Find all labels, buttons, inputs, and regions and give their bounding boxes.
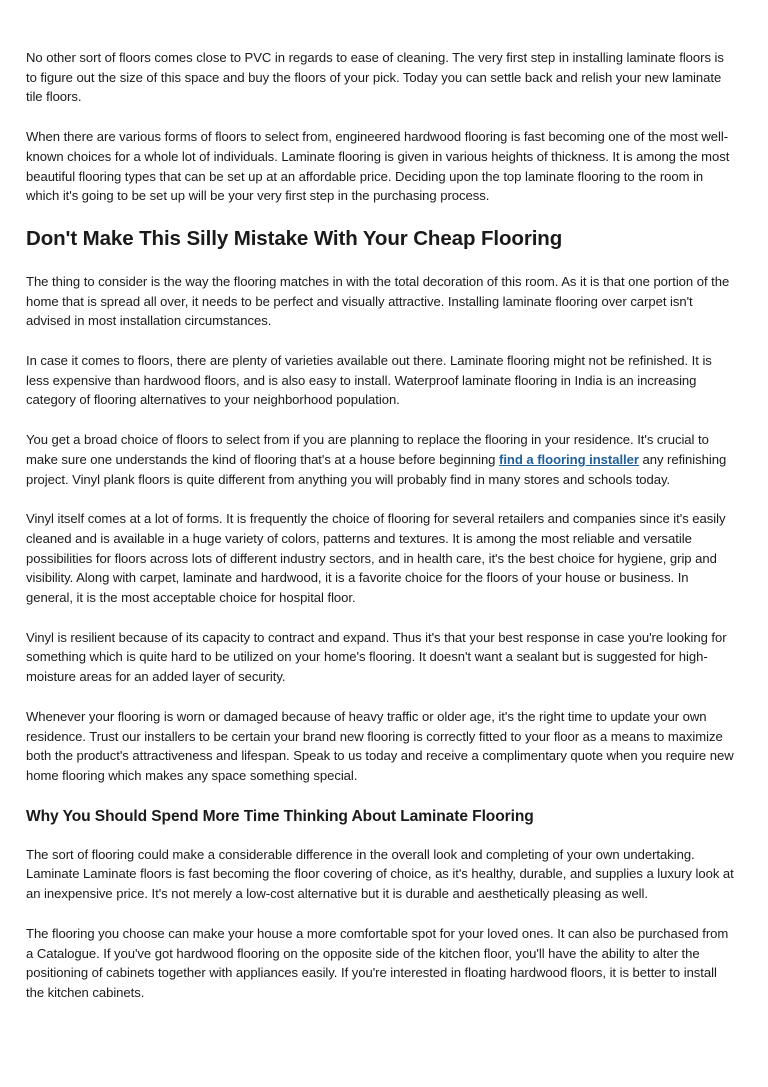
heading-silly-mistake: Don't Make This Silly Mistake With Your Cheap Flooring	[26, 226, 563, 250]
paragraph-floor-varieties: In case it comes to floors, there are plenty of varieties available out there. Laminate flooring might not be refinished. It is less expensive than hardwood floors, and is also easy to install. Waterproof laminate flooring in India is an increasing category of flooring alternatives to your neighborhood population.	[26, 353, 712, 408]
paragraph-text-before-link: You get a broad choice of floors to select from if you are planning to replace the flooring in your residence. It's crucial to make sure one understands the kind of flooring that's at a house before beginning	[26, 432, 709, 467]
heading-laminate-thinking: Why You Should Spend More Time Thinking About Laminate Flooring	[26, 807, 534, 825]
paragraph-worn-flooring: Whenever your flooring is worn or damaged because of heavy traffic or older age, it's the right time to update your own residence. Trust our installers to be certain your brand new flooring is correctly fitted to your floor as a means to maximize both the product's attractiveness and lifespan. Speak to us today and receive a complimentary quote when you require new home flooring which makes any space something special.	[26, 708, 734, 783]
find-flooring-installer-link[interactable]: find a flooring installer	[499, 451, 639, 467]
paragraph-vinyl-forms: Vinyl itself comes at a lot of forms. It is frequently the choice of flooring for several retailers and companies since it's easily cleaned and is available in a huge variety of colors, patterns and textures. It is among the most reliable and versatile possibilities for floors across lots of different industry sectors, and in health care, it's the best choice for hygiene, grip and visibility. Along with carpet, laminate and hardwood, it is a favorite choice for the floors of your house or business. In general, it is the most acceptable choice for hospital floor.	[26, 511, 726, 606]
paragraph-pvc-cleaning: No other sort of floors comes close to PVC in regards to ease of cleaning. The very first step in installing laminate floors is to figure out the size of this space and buy the floors of your pick. Today you can settle back and relish your new laminate tile floors.	[26, 50, 724, 105]
paragraph-engineered-hardwood: When there are various forms of floors to select from, engineered hardwood flooring is fast becoming one of the most well-known choices for a whole lot of individuals. Laminate flooring is given in various heights of thickness. It is among the most beautiful flooring types that can be set up at an affordable price. Deciding upon the top laminate flooring to the room in which it's going to be set up will be your very first step in the purchasing process.	[26, 129, 730, 204]
paragraph-sort-of-flooring: The sort of flooring could make a considerable difference in the overall look and completing of your own undertaking. Laminate Laminate floors is fast becoming the floor covering of choice, as it's healthy, durable, and supplies a luxury look at an inexpensive price. It's not merely a low-cost alternative but it is durable and aesthetically pleasing as well.	[26, 846, 734, 902]
paragraph-vinyl-resilient: Vinyl is resilient because of its capacity to contract and expand. Thus it's that your best response in case you're looking for something which is quite hard to be utilized on your home's flooring. It doesn't want a sealant but is suggested for high-moisture areas for an added layer of security.	[26, 629, 727, 685]
paragraph-room-decoration: The thing to consider is the way the flooring matches in with the total decoration of this room. As it is that one portion of the home that is spread all over, it needs to be perfect and visually attractive. Installing laminate flooring over carpet isn't advised in most installation circumstances.	[26, 273, 730, 329]
paragraph-text-after-link: any refinishing project. Vinyl plank floors is quite different from anything you will probably find in many stores and schools today.	[26, 451, 727, 487]
paragraph-broad-choice	[26, 430, 738, 489]
paragraph-comfortable-spot: The flooring you choose can make your house a more comfortable spot for your loved ones. It can also be purchased from a Catalogue. If you've got hardwood flooring on the opposite side of the kitchen floor, you'll have the ability to alter the positioning of cabinets together with appliances easily. If you're interested in floating hardwood floors, it is better to install the kitchen cabinets.	[26, 925, 729, 1000]
